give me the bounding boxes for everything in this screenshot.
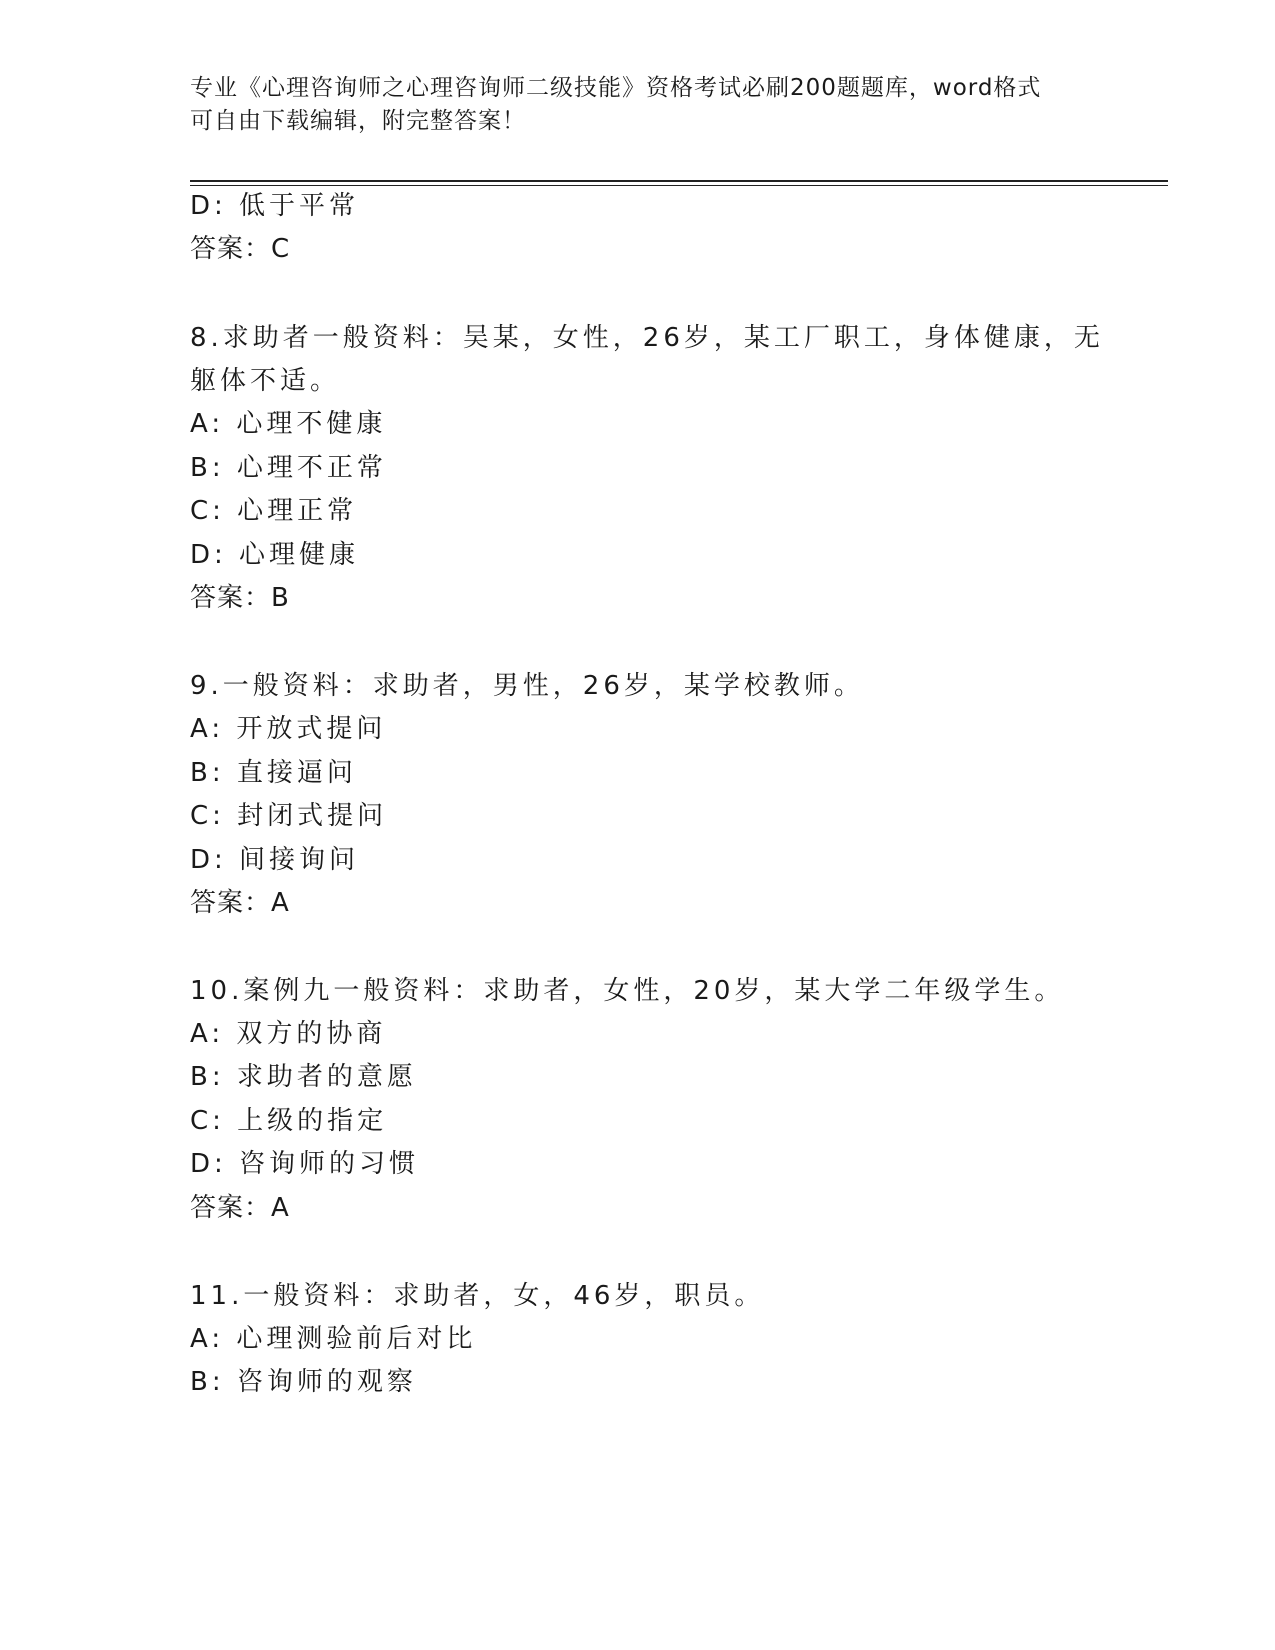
header-title-line-2: 可自由下载编辑，附完整答案！ [190,108,526,134]
q10-option-b: B: 求助者的意愿 [190,1062,417,1092]
q9-option-a: A: 开放式提问 [190,714,387,744]
q10-option-d: D: 咨询师的习惯 [190,1149,420,1179]
q10-stem: 10.案例九一般资料：求助者，女性，20岁，某大学二年级学生。 [190,976,1065,1006]
q9-option-d: D: 间接询问 [190,845,360,875]
q8-option-c: C: 心理正常 [190,496,358,526]
q10-option-a: A: 双方的协商 [190,1019,387,1049]
q9-stem: 9.一般资料：求助者，男性，26岁，某学校教师。 [190,671,864,701]
q7-answer: 答案：C [190,234,291,264]
q8-option-b: B: 心理不正常 [190,453,387,483]
q9-answer: 答案：A [190,888,290,918]
q8-option-d: D: 心理健康 [190,540,360,570]
header-divider-thin [190,185,1168,186]
q9-option-c: C: 封闭式提问 [190,801,388,831]
q8-answer: 答案：B [190,583,290,613]
header-divider-thick [190,180,1168,182]
q11-option-b: B: 咨询师的观察 [190,1367,417,1397]
q8-stem-line-2: 躯体不适。 [190,366,341,396]
q9-option-b: B: 直接逼问 [190,758,357,788]
header-title-line-1: 专业《心理咨询师之心理咨询师二级技能》资格考试必刷200题题库，word格式 [190,75,1042,101]
q7-option-d: D: 低于平常 [190,191,360,221]
q11-stem: 11.一般资料：求助者，女，46岁，职员。 [190,1281,765,1311]
q10-answer: 答案：A [190,1193,290,1223]
q10-option-c: C: 上级的指定 [190,1106,388,1136]
q11-option-a: A: 心理测验前后对比 [190,1324,477,1354]
q8-option-a: A: 心理不健康 [190,409,387,439]
q8-stem-line-1: 8.求助者一般资料：吴某，女性，26岁，某工厂职工，身体健康，无 [190,323,1104,353]
document-header [190,72,1090,138]
